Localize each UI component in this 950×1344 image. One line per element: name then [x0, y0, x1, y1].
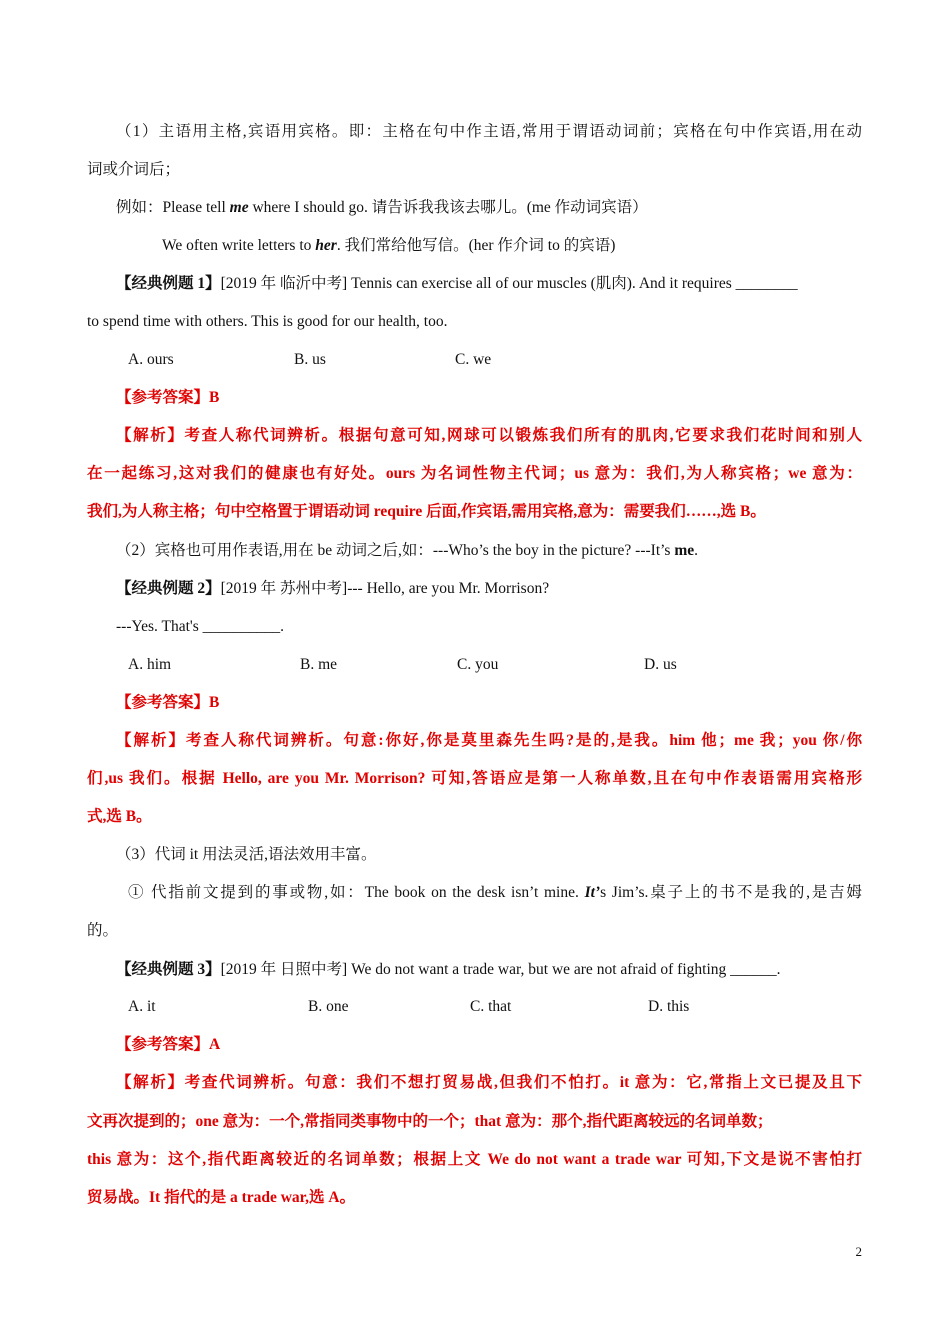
question-1-analysis-line-1: 【解析】考查人称代词辨析。根据句意可知,网球可以锻炼我们所有的肌肉,它要求我们花时间和别人: [116, 427, 862, 444]
question-2-label: 【经典例题 2】: [116, 580, 221, 597]
question-1-option-a: A. ours: [128, 351, 174, 368]
paragraph-3-text-a: ① 代指前文提到的事或物,如：The book on the desk isn’t mine.: [128, 884, 585, 901]
question-2-option-c: C. you: [457, 656, 499, 673]
question-2-line-2: ---Yes. That's __________.: [116, 618, 284, 635]
paragraph-1-line-1: （1）主语用主格,宾语用宾格。即：主格在句中作主语,常用于谓语动词前；宾格在句中作宾语,用在动: [116, 123, 862, 140]
question-3-analysis-line-3: this 意为：这个,指代距离较近的名词单数；根据上文 We do not want a trade war 可知,下文是说不害怕打: [87, 1151, 862, 1168]
question-2-option-b: B. me: [300, 656, 338, 673]
question-2-line-1: [116, 578, 549, 600]
example-1-text-a: 例如：Please tell: [116, 199, 230, 216]
question-1-stem: [2019 年 临沂中考] Tennis can exercise all of our muscles (肌肉). And it requires ________: [220, 275, 798, 292]
paragraph-2: [116, 540, 698, 562]
question-3-stem: [2019 年 日照中考] We do not want a trade war, but we are not afraid of fighting ______.: [220, 961, 781, 978]
question-3-option-c: C. that: [470, 998, 512, 1015]
question-2-analysis-line-3: 式,选 B。: [87, 808, 152, 825]
paragraph-2-text-c: .: [694, 542, 699, 559]
question-1-analysis-line-3: 我们,为人称主格；句中空格置于谓语动词 require 后面,作宾语,需用宾格,意为：需要我们……,选 B。: [87, 503, 766, 520]
question-2-answer: 【参考答案】B: [116, 694, 220, 711]
paragraph-2-emphasis: me: [674, 542, 695, 559]
paragraph-3-line-1: （3）代词 it 用法灵活,语法效用丰富。: [116, 846, 377, 863]
question-1-line-1: [116, 273, 798, 295]
example-1-emphasis: me: [229, 199, 249, 216]
example-2-emphasis: her: [315, 237, 337, 254]
question-1-option-c: C. we: [455, 351, 492, 368]
question-3-option-d: D. this: [648, 998, 690, 1015]
paragraph-1-line-2: 词或介词后；: [87, 161, 181, 178]
paragraph-3-line-3: 的。: [87, 922, 119, 939]
example-2-text-c: . 我们常给他写信。(her 作介词 to 的宾语): [336, 237, 616, 254]
question-2-option-a: A. him: [128, 656, 172, 673]
question-1-line-2: to spend time with others. This is good for our health, too.: [87, 313, 448, 330]
question-1-label: 【经典例题 1】: [116, 275, 221, 292]
question-3-analysis-line-1: 【解析】考查代词辨析。句意：我们不想打贸易战,但我们不怕打。it 意为：它,常指上文已提及且下: [116, 1074, 862, 1091]
paragraph-3-text-c: s Jim’s.桌子上的书不是我的,是吉姆: [600, 884, 862, 901]
question-1-answer: 【参考答案】B: [116, 389, 220, 406]
question-3-label: 【经典例题 3】: [116, 961, 221, 978]
question-2-stem: [2019 年 苏州中考]--- Hello, are you Mr. Morrison?: [220, 580, 550, 597]
example-2-text-a: We often write letters to: [162, 237, 316, 254]
paragraph-3-line-2: [128, 882, 862, 904]
question-3-line-1: [116, 959, 781, 981]
question-1-analysis-line-2: 在一起练习,这对我们的健康也有好处。ours 为名词性物主代词；us 意为：我们,为人称宾格；we 意为：: [87, 465, 862, 482]
question-3-answer: 【参考答案】A: [116, 1036, 221, 1053]
example-1-text-c: where I should go. 请告诉我我该去哪儿。(me 作动词宾语）: [248, 199, 648, 216]
example-sentence-1: [116, 197, 648, 219]
question-2-option-d: D. us: [644, 656, 677, 673]
question-3-option-b: B. one: [308, 998, 349, 1015]
question-2-analysis-line-1: 【解析】考查人称代词辨析。句意:你好,你是莫里森先生吗?是的,是我。him 他；me 我；you 你/你: [116, 732, 862, 749]
question-3-analysis-line-2: 文再次提到的；one 意为：一个,常指同类事物中的一个；that 意为：那个,指代距离较远的名词单数；: [87, 1113, 773, 1130]
example-sentence-2: [162, 235, 615, 257]
question-3-analysis-line-4: 贸易战。It 指代的是 a trade war,选 A。: [87, 1189, 356, 1206]
paragraph-3-emphasis: It’: [584, 884, 601, 901]
paragraph-2-text-a: （2）宾格也可用作表语,用在 be 动词之后,如：---Who’s the boy in the picture? ---It’s: [116, 542, 675, 559]
page-number: 2: [855, 1244, 862, 1259]
question-2-analysis-line-2: 们,us 我们。根据 Hello, are you Mr. Morrison? 可知,答语应是第一人称单数,且在句中作表语需用宾格形: [87, 770, 862, 787]
question-3-option-a: A. it: [128, 998, 156, 1015]
question-1-option-b: B. us: [294, 351, 326, 368]
